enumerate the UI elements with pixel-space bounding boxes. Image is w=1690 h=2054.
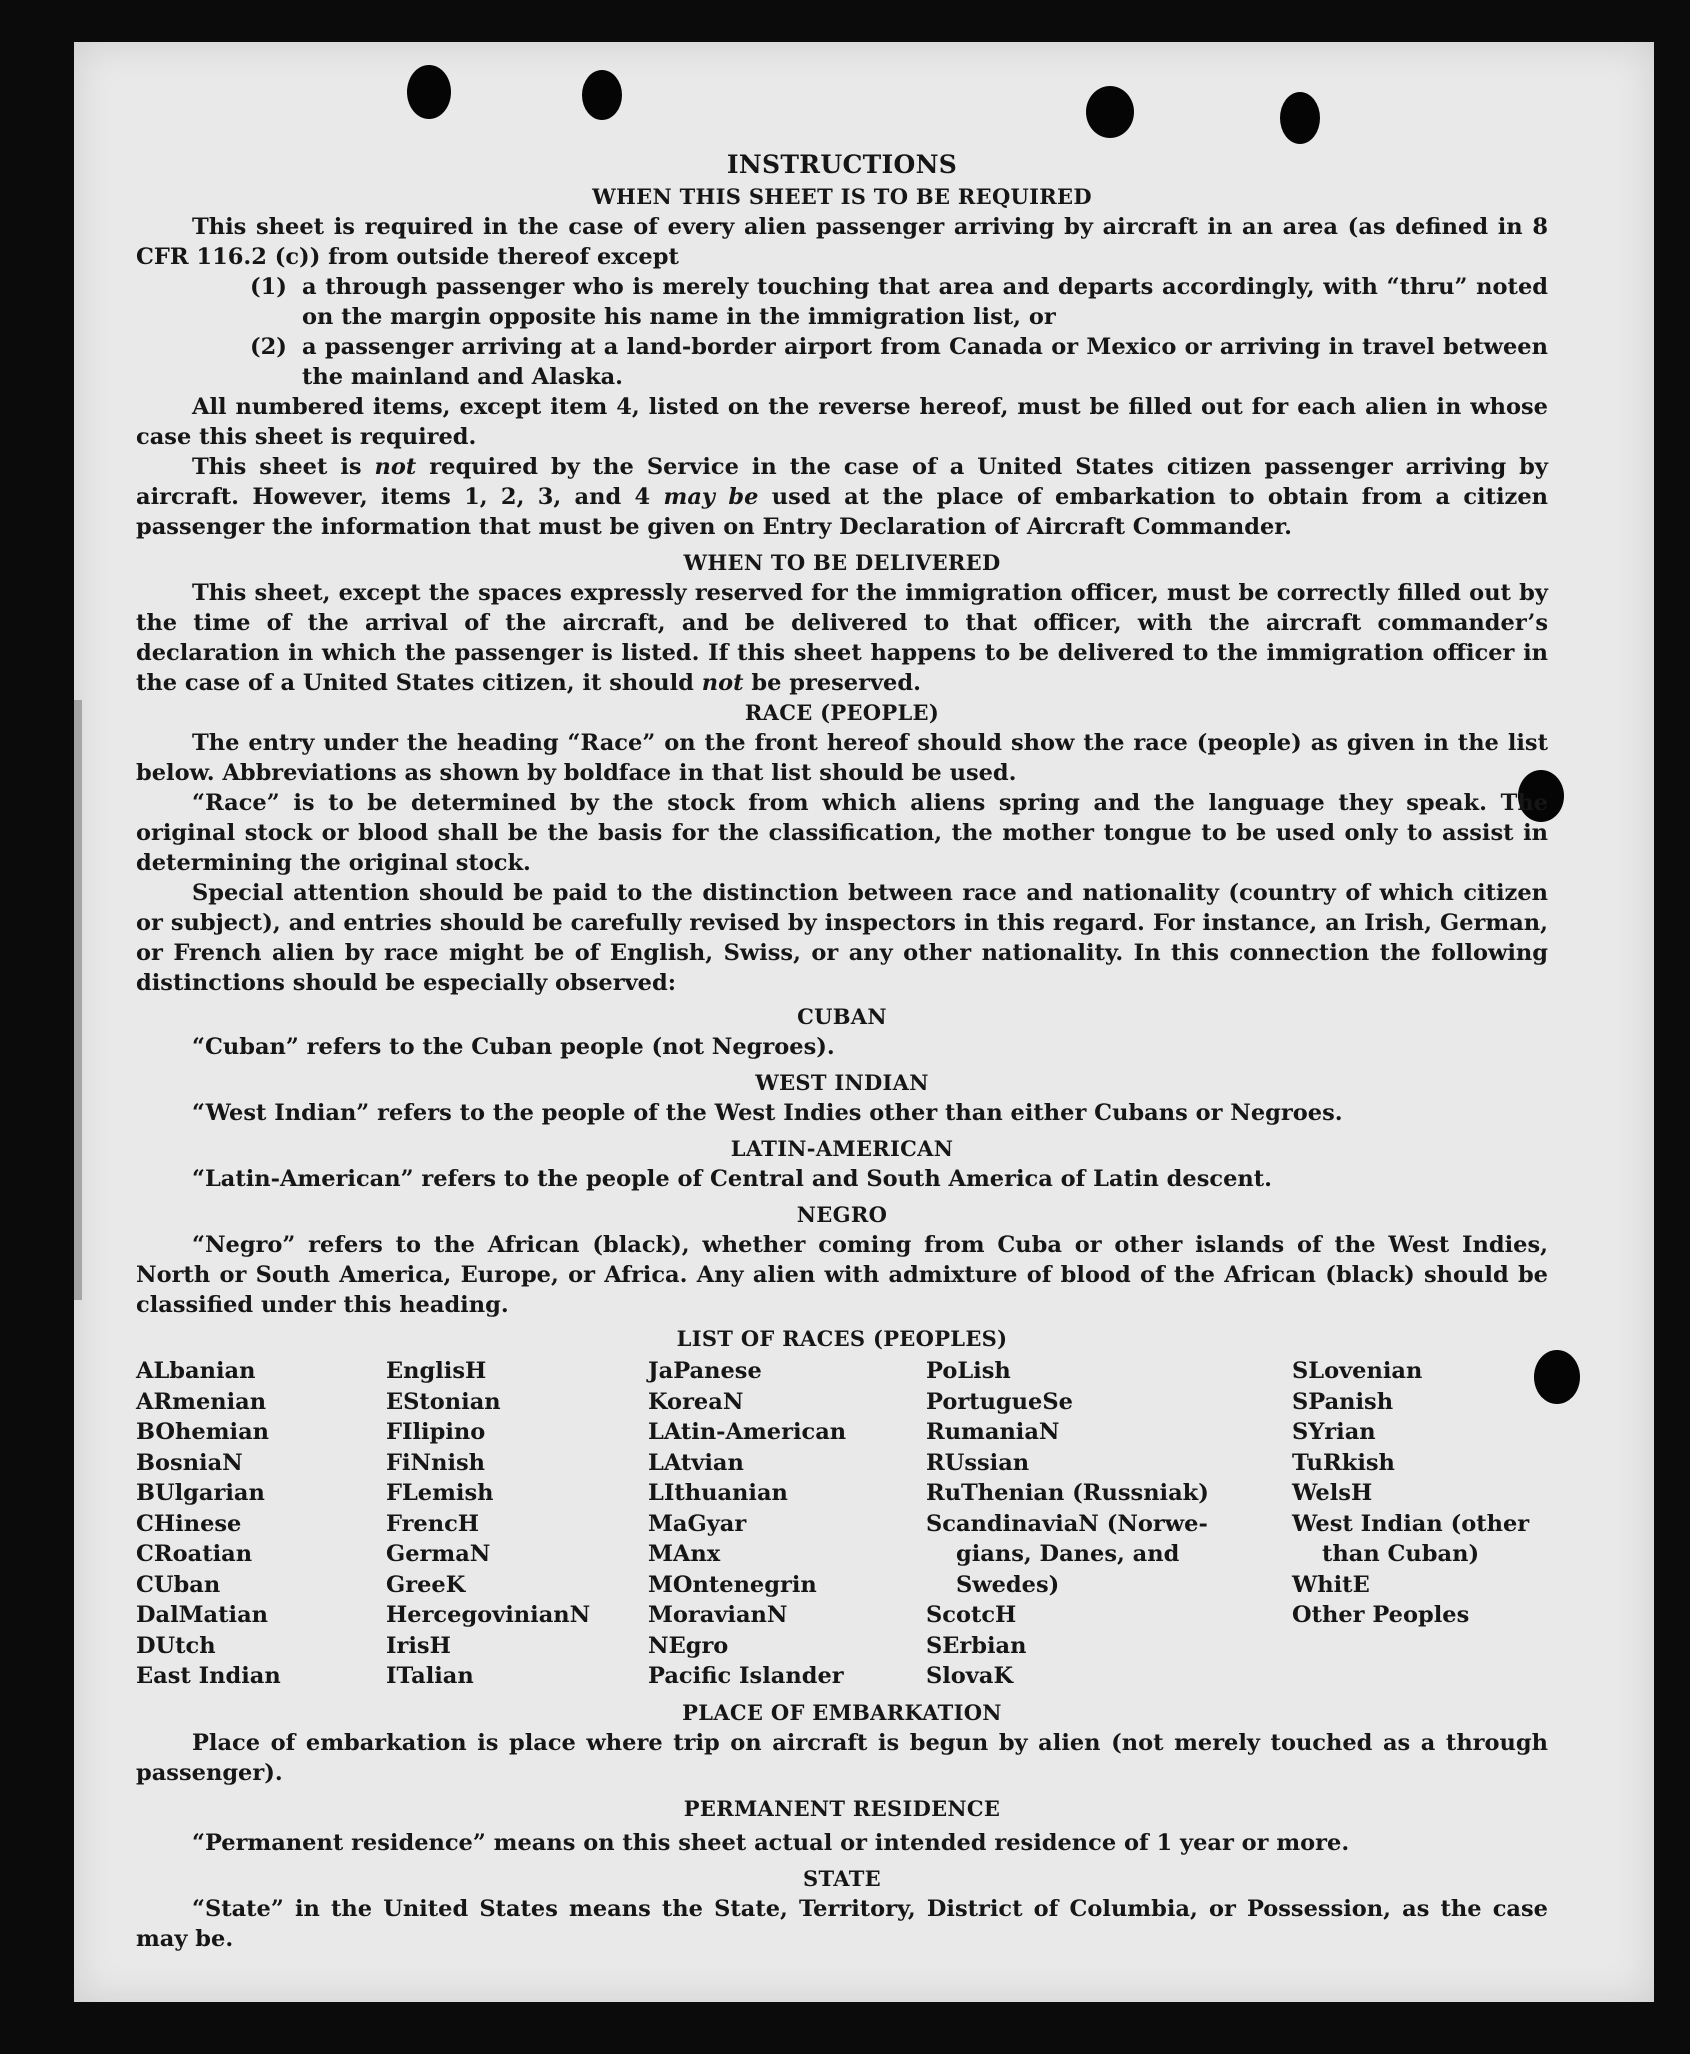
race-entry: FiNnish (386, 1449, 486, 1476)
race-entry: FLemish (386, 1480, 494, 1506)
exception-number: (2) (250, 334, 287, 360)
race-entry: SPanish (1292, 1388, 1394, 1415)
exception-number: (1) (250, 274, 287, 300)
race-entry: BUlgarian (136, 1480, 265, 1506)
race-entry: ScotcH (926, 1602, 1017, 1628)
race-entry: GermaN (386, 1541, 491, 1567)
race-entry: CRoatian (136, 1541, 253, 1567)
race-entry: MAnx (648, 1541, 721, 1567)
race-entry: MOntenegrin (648, 1571, 817, 1598)
section-heading-latin-american: LATIN-AMERICAN (730, 1136, 954, 1161)
section-heading-list-of-races: LIST OF RACES (PEOPLES) (676, 1326, 1008, 1351)
race-entry: ARmenian (136, 1388, 267, 1415)
section-heading-west-indian: WEST INDIAN (755, 1070, 929, 1095)
race-entry: DUtch (136, 1632, 216, 1659)
race-entry: JaPanese (648, 1358, 762, 1384)
section-heading-when-required: WHEN THIS SHEET IS TO BE REQUIRED (592, 184, 1092, 209)
race-entry: RumaniaN (926, 1419, 1060, 1445)
race-entry: BOhemian (136, 1419, 270, 1445)
race-entry: WhitE (1292, 1571, 1370, 1598)
races-column (386, 1356, 648, 1692)
race-entry: East Indian (136, 1663, 281, 1689)
paragraph-race-nationality: Special attention should be paid to the distinction between race and nationality (country of which citizen or subject), and entries should be carefully revised by inspectors in this regard. For instance, an Irish, German, or French alien by race might be of English, Swiss, or any other nationality. In this connection the following distinctions should be especially observed: (136, 880, 1548, 996)
definition-state: “State” in the United States means the State, Territory, District of Columbia, or Possession, as the case may be. (136, 1895, 1548, 1952)
punch-hole (407, 65, 451, 119)
race-entry: CHinese (136, 1510, 242, 1537)
race-entry: CUban (136, 1571, 221, 1598)
exception-item (136, 272, 1548, 332)
race-entry: MoravianN (648, 1602, 788, 1628)
race-entry: SErbian (926, 1632, 1027, 1659)
race-entry: SlovaK (926, 1663, 1014, 1689)
races-column (648, 1356, 926, 1692)
definition-permanent-residence: “Permanent residence” means on this sheet actual or intended residence of 1 year or more. (192, 1829, 1350, 1856)
race-entry: HercegovinianN (386, 1602, 591, 1628)
race-entry: SLovenian (1292, 1358, 1423, 1384)
instructions-title: INSTRUCTIONS (726, 150, 958, 179)
section-heading-permanent-residence: PERMANENT RESIDENCE (683, 1795, 1001, 1821)
race-entry: GreeK (386, 1571, 466, 1598)
instructions-content (136, 148, 1548, 1954)
race-entry: Other Peoples (1292, 1602, 1470, 1628)
race-entry: Pacific Islander (648, 1663, 844, 1689)
race-entry: ALbanian (136, 1358, 256, 1384)
punch-hole (582, 70, 622, 120)
section-heading-place-of-embarkation: PLACE OF EMBARKATION (682, 1699, 1002, 1725)
race-entry: gians, Danes, and (956, 1541, 1180, 1567)
races-column (1292, 1356, 1548, 1692)
race-entry: PoLish (926, 1358, 1011, 1384)
race-entry: SYrian (1292, 1419, 1376, 1445)
race-entry: Swedes) (956, 1571, 1060, 1598)
exception-text: a passenger arriving at a land-border airport from Canada or Mexico or arriving in travel between the mainland and Alaska. (302, 334, 1548, 390)
race-entry: West Indian (other (1292, 1510, 1530, 1537)
definition-cuban: “Cuban” refers to the Cuban people (not Negroes). (192, 1034, 835, 1060)
race-entry: LIthuanian (648, 1480, 788, 1506)
race-entry: ScandinaviaN (Norwe- (926, 1510, 1208, 1537)
race-entry: LAtvian (648, 1449, 744, 1476)
punch-hole (1086, 86, 1134, 138)
race-entry: FrencH (386, 1510, 480, 1537)
race-entry: LAtin-American (648, 1419, 847, 1445)
paragraph-numbered-items: All numbered items, except item 4, listed on the reverse hereof, must be filled out for each alien in whose case this sheet is required. (136, 394, 1548, 450)
race-entry: DalMatian (136, 1602, 269, 1628)
page-fold-shadow (74, 700, 82, 1300)
race-entry: NEgro (648, 1632, 729, 1659)
race-entry: EStonian (386, 1388, 501, 1415)
races-list (136, 1356, 1548, 1692)
section-heading-race: RACE (PEOPLE) (744, 700, 940, 725)
race-entry: RUssian (926, 1449, 1030, 1476)
definition-latin-american: “Latin-American” refers to the people of Central and South America of Latin descent. (192, 1166, 1272, 1192)
exception-item (136, 332, 1548, 392)
race-entry: RuThenian (Russniak) (926, 1480, 1209, 1506)
race-entry: TuRkish (1292, 1449, 1395, 1476)
race-entry: MaGyar (648, 1510, 747, 1537)
race-entry: IrisH (386, 1632, 451, 1659)
race-entry: EnglisH (386, 1358, 487, 1384)
race-entry: KoreaN (648, 1388, 744, 1415)
definition-west-indian: “West Indian” refers to the people of the West Indies other than either Cubans or Negroes. (192, 1100, 1343, 1126)
race-entry: FIlipino (386, 1419, 486, 1445)
paragraph-delivery: This sheet, except the spaces expressly reserved for the immigration officer, must be correctly filled out by the time of the arrival of the aircraft, and be delivered to that officer, with the aircraft commander’s declaration in which the passenger is listed. If this sheet happens to be delivered to the immigration officer in the case of a United States citizen, it should not be preserved. (136, 580, 1548, 696)
race-entry: than Cuban) (1322, 1541, 1480, 1567)
races-column (136, 1356, 386, 1692)
race-entry: ITalian (386, 1663, 474, 1689)
definition-place-of-embarkation: Place of embarkation is place where trip on aircraft is begun by alien (not merely touched as a through passenger). (136, 1729, 1548, 1786)
race-entry: PortugueSe (926, 1388, 1073, 1415)
punch-hole (1280, 92, 1320, 144)
paragraph-not-required: This sheet is not required by the Service in the case of a United States citizen passenger arriving by aircraft. However, items 1, 2, 3, and 4 may be used at the place of embarkation to obtain from a citizen passenger the information that must be given on Entry Declaration of Aircraft Commander. (136, 454, 1548, 540)
paragraph-required-intro: This sheet is required in the case of every alien passenger arriving by aircraft in an area (as defined in 8 CFR 116.2 (c)) from outside thereof except (136, 214, 1548, 270)
race-entry: BosniaN (136, 1449, 243, 1476)
section-heading-state: STATE (803, 1865, 881, 1891)
races-column (926, 1356, 1292, 1692)
race-entry: WelsH (1292, 1480, 1373, 1506)
definition-negro: “Negro” refers to the African (black), whether coming from Cuba or other islands of the West Indies, North or South America, Europe, or Africa. Any alien with admixture of blood of the African (black) should be classified under this heading. (136, 1232, 1548, 1318)
paragraph-race-definition: “Race” is to be determined by the stock from which aliens spring and the language they speak. The original stock or blood shall be the basis for the classification, the mother tongue to be used only to assist in determining the original stock. (136, 790, 1548, 876)
section-heading-when-delivered: WHEN TO BE DELIVERED (683, 550, 1001, 575)
section-heading-negro: NEGRO (796, 1202, 888, 1227)
paragraph-race-entry: The entry under the heading “Race” on the front hereof should show the race (people) as given in the list below. Abbreviations as shown by boldface in that list should be used. (136, 730, 1548, 786)
exception-text: a through passenger who is merely touching that area and departs accordingly, with “thru” noted on the margin opposite his name in the immigration list, or (302, 274, 1548, 330)
section-heading-cuban: CUBAN (797, 1004, 887, 1029)
